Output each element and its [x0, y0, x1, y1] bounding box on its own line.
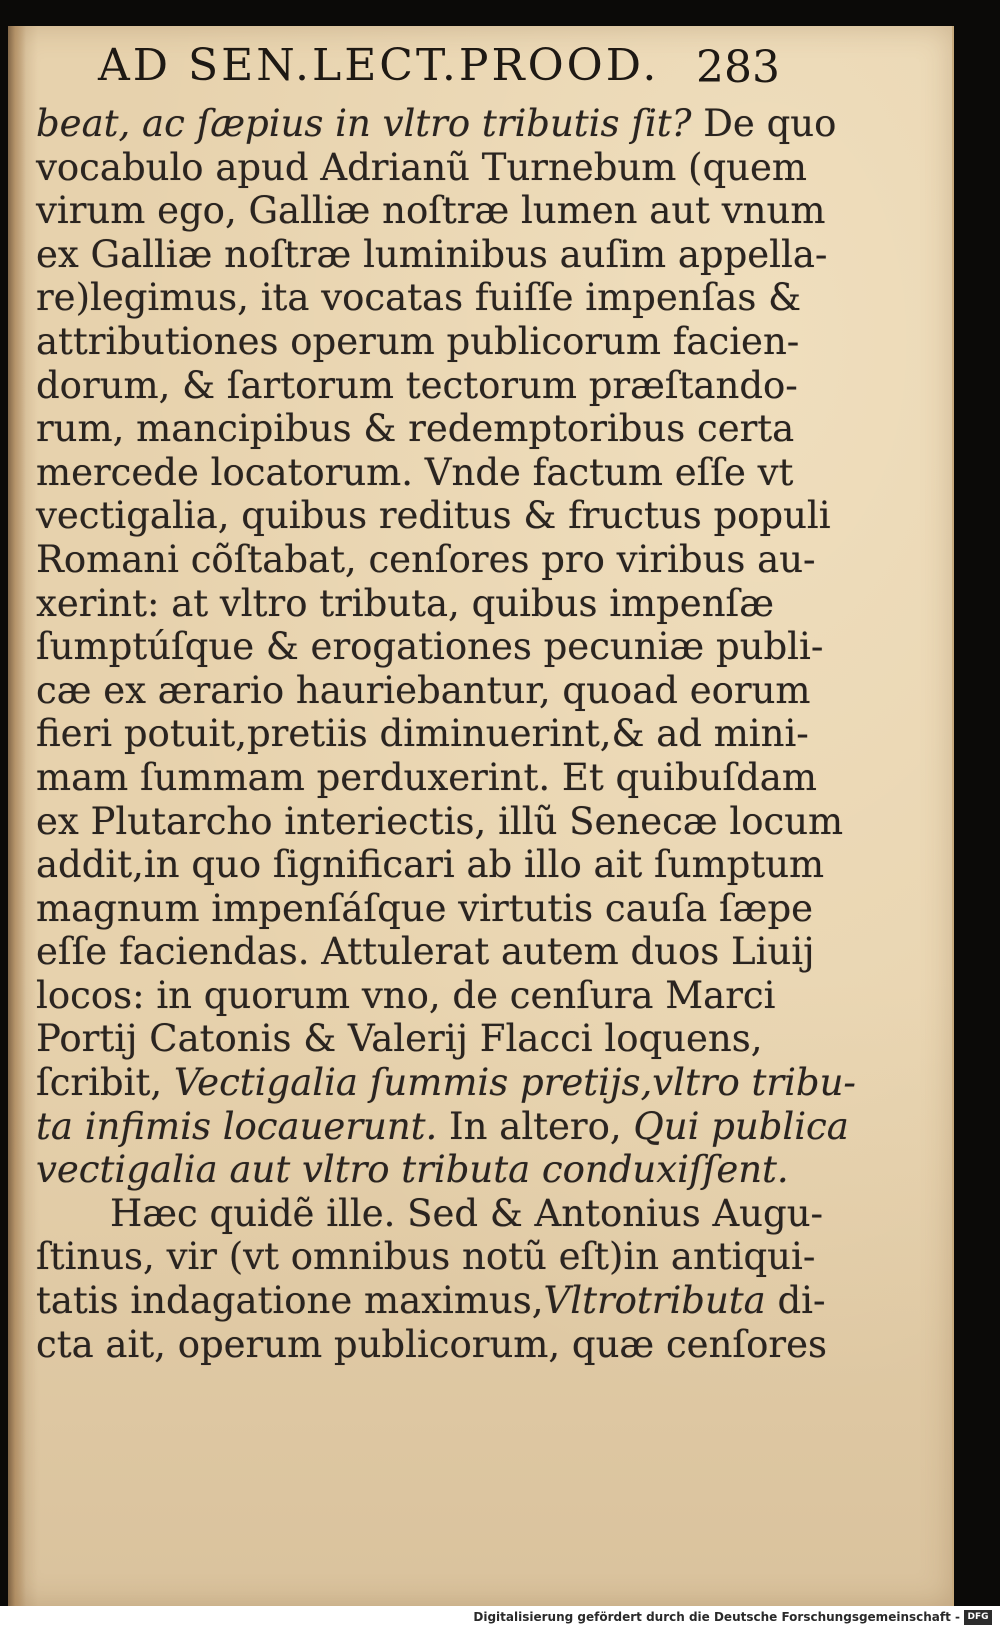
text-line [36, 1279, 826, 1323]
roman-text: cta ait, operum publicorum, quæ cenſores [36, 1322, 827, 1366]
dfg-logo-icon: DFG [964, 1610, 992, 1625]
roman-text: mam ſummam perduxerint. Et quibuſdam [36, 755, 817, 799]
text-line [36, 189, 826, 233]
roman-text: mercede locatorum. Vnde factum eſſe vt [36, 450, 794, 494]
text-line [36, 145, 807, 190]
italic-text: Vltrotributa [543, 1279, 766, 1323]
roman-text: ex Plutarcho interiectis, illũ Senecæ locum [36, 799, 844, 843]
italic-text: vectigalia aut vltro tributa conduxiſſent. [36, 1148, 789, 1192]
italic-text: ta infimis locauerunt. [36, 1104, 438, 1148]
text-line [36, 755, 817, 800]
text-line [36, 974, 796, 1018]
text-line [36, 319, 800, 364]
page-gutter-shadow [8, 26, 26, 1606]
roman-text: Hæc quidẽ ille. Sed & Antonius Augu- [36, 1191, 824, 1235]
text-line [36, 407, 796, 451]
italic-text: Qui publica [633, 1104, 849, 1148]
roman-text: In altero, [437, 1104, 634, 1148]
roman-text: dorum, & ſartorum tectorum præſtando- [36, 363, 798, 407]
text-line [36, 1148, 796, 1192]
roman-text: Portij Catonis & Valerij Flacci loquens, [36, 1017, 763, 1061]
roman-text: addit,in quo ſignificari ab illo ait ſumptum [36, 843, 825, 887]
roman-text: De quo [691, 102, 837, 145]
text-line [36, 712, 809, 756]
roman-text: re)legimus, ita vocatas fuiſſe impenſas & [36, 276, 802, 320]
italic-text: beat, ac ſæpius in vltro tributis ſit? [36, 102, 692, 145]
body-text [36, 102, 856, 1366]
roman-text: magnum impenſáſque virtutis cauſa ſæpe [36, 886, 814, 930]
roman-text: tatis indagatione maximus, [36, 1279, 544, 1323]
roman-text: vocabulo apud Adrianũ Turnebum (quem [36, 145, 807, 189]
roman-text: xerint: at vltro tributa, quibus impenſæ [36, 581, 774, 625]
footer-credit: Digitalisierung gefördert durch die Deutsche Forschungsgemeinschaft - [473, 1610, 960, 1624]
text-line [36, 364, 796, 408]
roman-text: ſumptúſque & erogationes pecuniæ publi- [36, 625, 824, 669]
text-line [36, 1104, 849, 1149]
roman-text: di- [765, 1279, 826, 1323]
text-line [36, 232, 828, 277]
text-line [36, 1191, 824, 1236]
running-head [98, 40, 798, 93]
roman-text: attributiones operum publicorum facien- [36, 319, 800, 363]
text-line [36, 886, 814, 931]
text-line [36, 843, 825, 887]
text-line [36, 1017, 796, 1061]
text-line [36, 537, 816, 582]
text-line [36, 582, 796, 626]
text-line [36, 494, 831, 538]
roman-text: ſtinus, vir (vt omnibus notũ eſt)in antiqui- [36, 1235, 816, 1279]
roman-text: eſſe faciendas. Attulerat autem duos Liuij [36, 930, 815, 974]
text-line [36, 930, 815, 974]
roman-text: cæ ex ærario hauriebantur, quoad eorum [36, 668, 811, 712]
italic-text: Vectigalia ſummis pretijs,vltro tribu- [173, 1061, 856, 1105]
roman-text: Romani cõſtabat, cenſores pro viribus au- [36, 537, 816, 581]
roman-text: ſcribit, [36, 1061, 174, 1105]
text-line [36, 102, 837, 146]
roman-text: virum ego, Galliæ noſtræ lumen aut vnum [36, 189, 826, 233]
roman-text: vectigalia, quibus reditus & fructus populi [36, 494, 831, 538]
running-head-title: AD SEN.LECT.PROOD. [98, 40, 660, 91]
text-line [36, 625, 824, 669]
page-number: 283 [696, 42, 780, 93]
text-line [36, 668, 811, 713]
text-line [36, 1322, 827, 1367]
text-line [36, 276, 802, 320]
roman-text: fieri potuit,pretiis diminuerint,& ad mini- [36, 712, 809, 756]
text-line [36, 1061, 856, 1105]
roman-text: locos: in quorum vno, de cenſura Marci [36, 973, 776, 1017]
text-line [36, 799, 844, 844]
digitization-footer [0, 1606, 1000, 1630]
text-line [36, 451, 796, 495]
roman-text: rum, mancipibus & redemptoribus certa [36, 407, 795, 451]
roman-text: ex Galliæ noſtræ luminibus auſim appella- [36, 232, 828, 276]
text-line [36, 1235, 816, 1279]
